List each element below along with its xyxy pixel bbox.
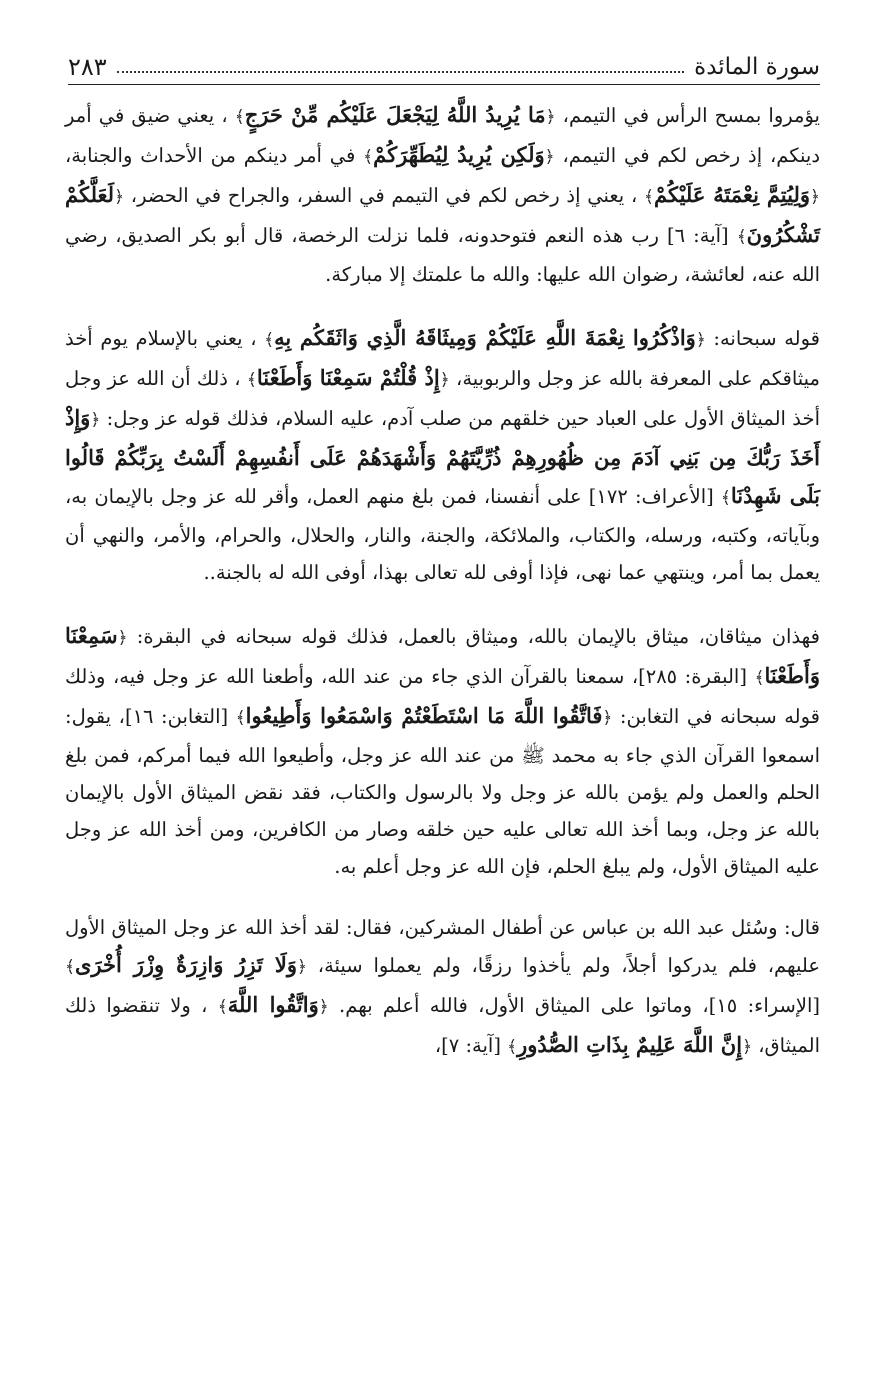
verse-close-ornament-icon: ﴾ — [363, 147, 374, 167]
body-text: ، ولا تنقضوا ذلك الميثاق، — [65, 994, 820, 1057]
verse-text: وَلَكِن يُرِيدُ لِيُطَهِّرَكُمْ — [373, 142, 545, 167]
verse-open-ornament-icon: ﴿ — [90, 410, 101, 430]
verse-open-ornament-icon: ﴿ — [545, 107, 556, 127]
verse-close-ornament-icon: ﴾ — [234, 107, 245, 127]
verse-close-ornament-icon: ﴾ — [65, 957, 75, 977]
quran-verse — [65, 952, 307, 977]
verse-open-ornament-icon: ﴿ — [602, 708, 613, 728]
paragraph — [65, 96, 820, 293]
surah-title: سورة المائدة — [694, 54, 820, 80]
paragraph — [65, 319, 820, 591]
page-header — [68, 50, 820, 85]
body-text: [التغابن: ١٦]، يقول: اسمعوا القرآن الذي جاء به محمد ﷺ من عند الله عز وجل، وأطيعوا الله فيما أمركم، فمن بلغ الحلم والعمل ولم يؤمن بالله عز وجل ولا بالرسول والكتاب، فقد نقض الميثاق الأول بالإيمان بالله عز وجل، وبما أخذ الله تعالى عليه حين خلقه وصار من الكافرين، ومن أخذ الله عز وجل عليه الميثاق الأول، ولم يبلغ الحلم، فإن الله عز وجل أعلم به. — [65, 705, 820, 878]
verse-close-ornament-icon: ﴾ — [644, 187, 654, 207]
body-text: ، يعني بالإسلام يوم أخذ ميثاقكم على المعرفة بالله عز وجل والربوبية، — [65, 327, 820, 390]
body-text: قال: وسُئل عبد الله بن عباس عن أطفال المشركين، فقال: لقد أخذ الله عز وجل الميثاق الأول عليهم، فلم يدركوا أجلاً، ولم يأخذوا رزقًا، ولم يعملوا سيئة، — [65, 916, 820, 977]
body-text: فهذان ميثاقان، ميثاق بالإيمان بالله، وميثاق بالعمل، فذلك قوله سبحانه في البقرة: — [127, 625, 820, 648]
paragraph — [65, 617, 820, 885]
verse-close-ornament-icon: ﴾ — [507, 1037, 518, 1057]
body-text: [الإسراء: ١٥]، وماتوا على الميثاق الأول، فالله أعلم بهم. — [328, 994, 821, 1017]
verse-close-ornament-icon: ﴾ — [264, 330, 275, 350]
verse-text: وَإِذْ أَخَذَ رَبُّكَ مِن بَنِي آدَمَ مِن ظُهُورِهِمْ ذُرِّيَّتَهُمْ وَأَشْهَدَهُمْ عَلَى أَنفُسِهِمْ أَلَسْتُ بِرَبِّكُمْ قَالُوا بَلَى شَهِدْنَا — [65, 405, 821, 508]
body-text: في أمر دينكم من الأحداث والجنابة، — [65, 144, 364, 167]
verse-open-ornament-icon: ﴿ — [742, 1037, 753, 1057]
verse-close-ornament-icon: ﴾ — [217, 997, 228, 1017]
verse-close-ornament-icon: ﴾ — [754, 668, 765, 688]
verse-close-ornament-icon: ﴾ — [720, 488, 731, 508]
header-leader-dots — [117, 61, 684, 73]
verse-open-ornament-icon: ﴿ — [318, 997, 329, 1017]
quran-verse — [264, 325, 706, 350]
verse-text: مَا يُرِيدُ اللَّهُ لِيَجْعَلَ عَلَيْكُم مِّنْ حَرَجٍ — [244, 102, 546, 127]
body-text: ، يعني ضيق في أمر دينكم، إذ رخص لكم في التيمم، — [65, 104, 821, 167]
verse-text: وَلَا تَزِرُ وَازِرَةٌ وِزْرَ أُخْرَى — [74, 952, 297, 977]
verse-close-ornament-icon: ﴾ — [235, 708, 246, 728]
body-text: قوله سبحانه: — [705, 327, 820, 350]
paragraph — [65, 909, 820, 1066]
body-text: [آية: ٧]، — [434, 1034, 508, 1057]
page-body — [65, 96, 820, 1066]
verse-close-ornament-icon: ﴾ — [736, 227, 747, 247]
verse-open-ornament-icon: ﴿ — [117, 628, 128, 648]
verse-text: فَاتَّقُوا اللَّهَ مَا اسْتَطَعْتُمْ وَاسْمَعُوا وَأَطِيعُوا — [245, 703, 603, 728]
quran-verse — [363, 142, 554, 167]
verse-open-ornament-icon: ﴿ — [544, 147, 555, 167]
verse-text: وَلِيُتِمَّ نِعْمَتَهُ عَلَيْكُمْ — [654, 182, 811, 207]
verse-open-ornament-icon: ﴿ — [695, 330, 706, 350]
verse-text: إِذْ قُلْتُمْ سَمِعْنَا وَأَطَعْنَا — [256, 365, 440, 390]
body-text: ، ذلك أن الله عز وجل أخذ الميثاق الأول على العباد حين خلقهم من صلب آدم، عليه السلام، فذلك قوله عز وجل: — [65, 367, 820, 430]
verse-open-ornament-icon: ﴿ — [439, 370, 450, 390]
quran-verse — [247, 365, 450, 390]
verse-close-ornament-icon: ﴾ — [246, 370, 257, 390]
body-text: [آية: ٦] رب هذه النعم فتوحدونه، فلما نزلت الرخصة، قال أبو بكر الصديق، رضي الله عنه، لعائشة، رضوان الله عليها: والله ما علمتك إلا مباركة. — [65, 224, 820, 286]
quran-verse — [218, 992, 329, 1017]
body-text: يؤمروا بمسح الرأس في التيمم، — [555, 104, 820, 127]
verse-open-ornament-icon: ﴿ — [296, 957, 307, 977]
verse-open-ornament-icon: ﴿ — [114, 187, 125, 207]
verse-text: وَاذْكُرُوا نِعْمَةَ اللَّهِ عَلَيْكُمْ وَمِيثَاقَهُ الَّذِي وَاثَقَكُم بِهِ — [274, 325, 696, 350]
verse-text: وَاتَّقُوا اللَّهَ — [227, 992, 319, 1017]
verse-text: إِنَّ اللَّهَ عَلِيمٌ بِذَاتِ الصُّدُورِ — [517, 1032, 743, 1057]
body-text: ، يعني إذ رخص لكم في التيمم في السفر، والجراح في الحضر، — [124, 184, 645, 207]
quran-verse — [235, 102, 556, 127]
page-number: ٢٨٣ — [68, 53, 107, 81]
verse-text: سَمِعْنَا وَأَطَعْنَا — [65, 623, 820, 688]
body-text: [الأعراف: ١٧٢] على أنفسنا، فمن بلغ منهم العمل، وأقر لله عز وجل بالإيمان به، وبآياته، وكتبه، ورسله، والكتاب، والملائكة، والجنة، والنار، والحلال، والحرام، والأمر، والنهي أن يعمل بما أمر، وينتهي عما نهى، فإذا أوفى لله تعالى بهذا، أوفى الله له بالجنة.. — [65, 485, 820, 584]
verse-text: لَعَلَّكُمْ تَشْكُرُونَ — [65, 182, 820, 247]
quran-verse — [644, 182, 820, 207]
verse-open-ornament-icon: ﴿ — [810, 187, 820, 207]
body-text: [البقرة: ٢٨٥]، سمعنا بالقرآن الذي جاء من عند الله، وأطعنا الله عز وجل فيه، وذلك قوله سبحانه في التغابن: — [65, 665, 820, 728]
quran-verse — [236, 703, 613, 728]
quran-verse — [507, 1032, 752, 1057]
